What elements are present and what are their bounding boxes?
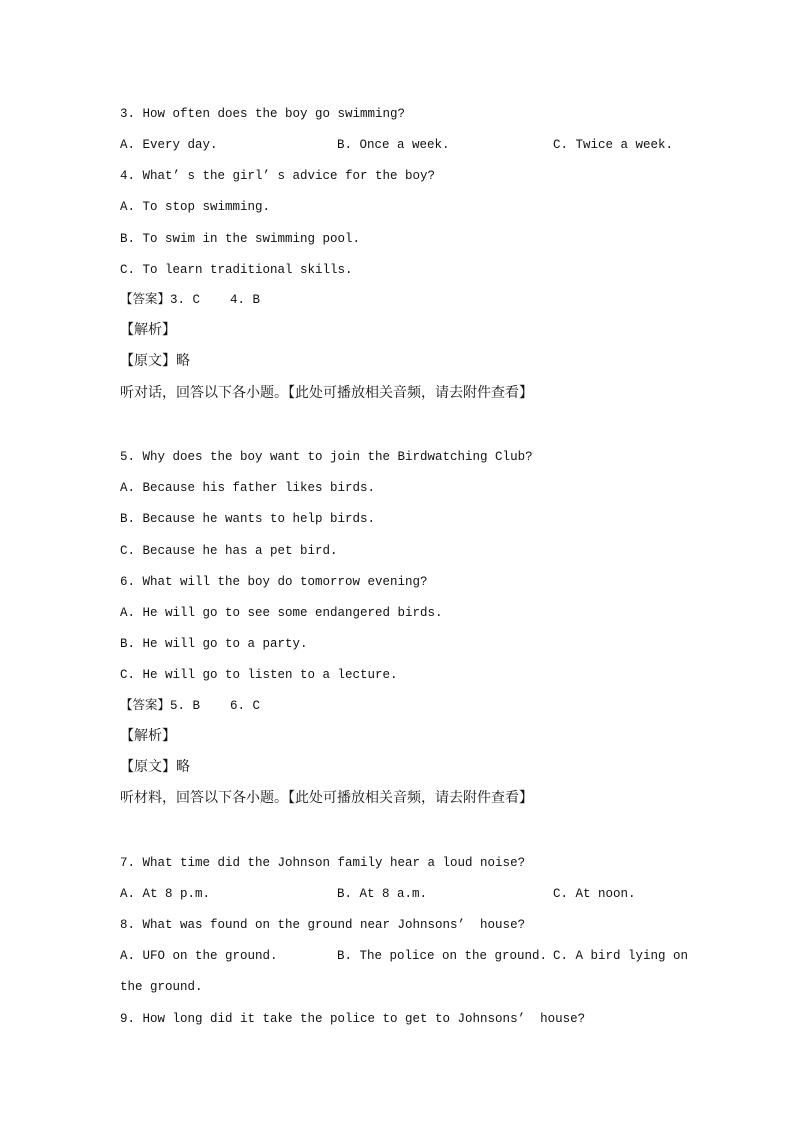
question-3-option-a: A. Every day. — [120, 138, 218, 152]
question-4: 4. What’ s the girl’ s advice for the boy? — [120, 169, 436, 183]
question-6-option-a: A. He will go to see some endangered birds. — [120, 606, 443, 620]
question-5: 5. Why does the boy want to join the Birdwatching Club? — [120, 450, 533, 464]
question-8-option-b: B. The police on the ground. — [337, 949, 548, 963]
question-7: 7. What time did the Johnson family hear a loud noise? — [120, 856, 526, 870]
question-5-option-a: A. Because his father likes birds. — [120, 481, 376, 495]
question-7-option-c: C. At noon. — [553, 887, 636, 901]
question-6: 6. What will the boy do tomorrow evening? — [120, 575, 428, 589]
question-9: 9. How long did it take the police to get to Johnsons’ house? — [120, 1012, 586, 1026]
question-8-option-c: C. A bird lying on — [553, 949, 689, 963]
question-3: 3. How often does the boy go swimming? — [120, 107, 406, 121]
question-8-option-a: A. UFO on the ground. — [120, 949, 278, 963]
question-5-option-c: C. Because he has a pet bird. — [120, 544, 338, 558]
question-4-option-a: A. To stop swimming. — [120, 200, 271, 214]
question-4-option-b: B. To swim in the swimming pool. — [120, 232, 361, 246]
listening-instruction-2: 听材料，回答以下各小题。【此处可播放相关音频，请去附件查看】 — [120, 790, 533, 806]
question-8-option-c-continuation: the ground. — [120, 980, 203, 994]
question-6-option-c: C. He will go to listen to a lecture. — [120, 668, 398, 682]
answer-line-2: 【答案】5. B 6. C — [120, 699, 261, 713]
original-text-label-1: 【原文】略 — [120, 353, 190, 369]
question-8: 8. What was found on the ground near Johnsons’ house? — [120, 918, 526, 932]
question-3-option-b: B. Once a week. — [337, 138, 450, 152]
original-text-label-2: 【原文】略 — [120, 759, 190, 775]
analysis-label-1: 【解析】 — [120, 322, 176, 338]
analysis-label-2: 【解析】 — [120, 728, 176, 744]
listening-instruction-1: 听对话，回答以下各小题。【此处可播放相关音频，请去附件查看】 — [120, 385, 533, 401]
question-5-option-b: B. Because he wants to help birds. — [120, 512, 376, 526]
question-6-option-b: B. He will go to a party. — [120, 637, 308, 651]
question-3-option-c: C. Twice a week. — [553, 138, 674, 152]
answer-line-1: 【答案】3. C 4. B — [120, 293, 261, 307]
question-7-option-a: A. At 8 p.m. — [120, 887, 211, 901]
question-4-option-c: C. To learn traditional skills. — [120, 263, 353, 277]
question-7-option-b: B. At 8 a.m. — [337, 887, 428, 901]
